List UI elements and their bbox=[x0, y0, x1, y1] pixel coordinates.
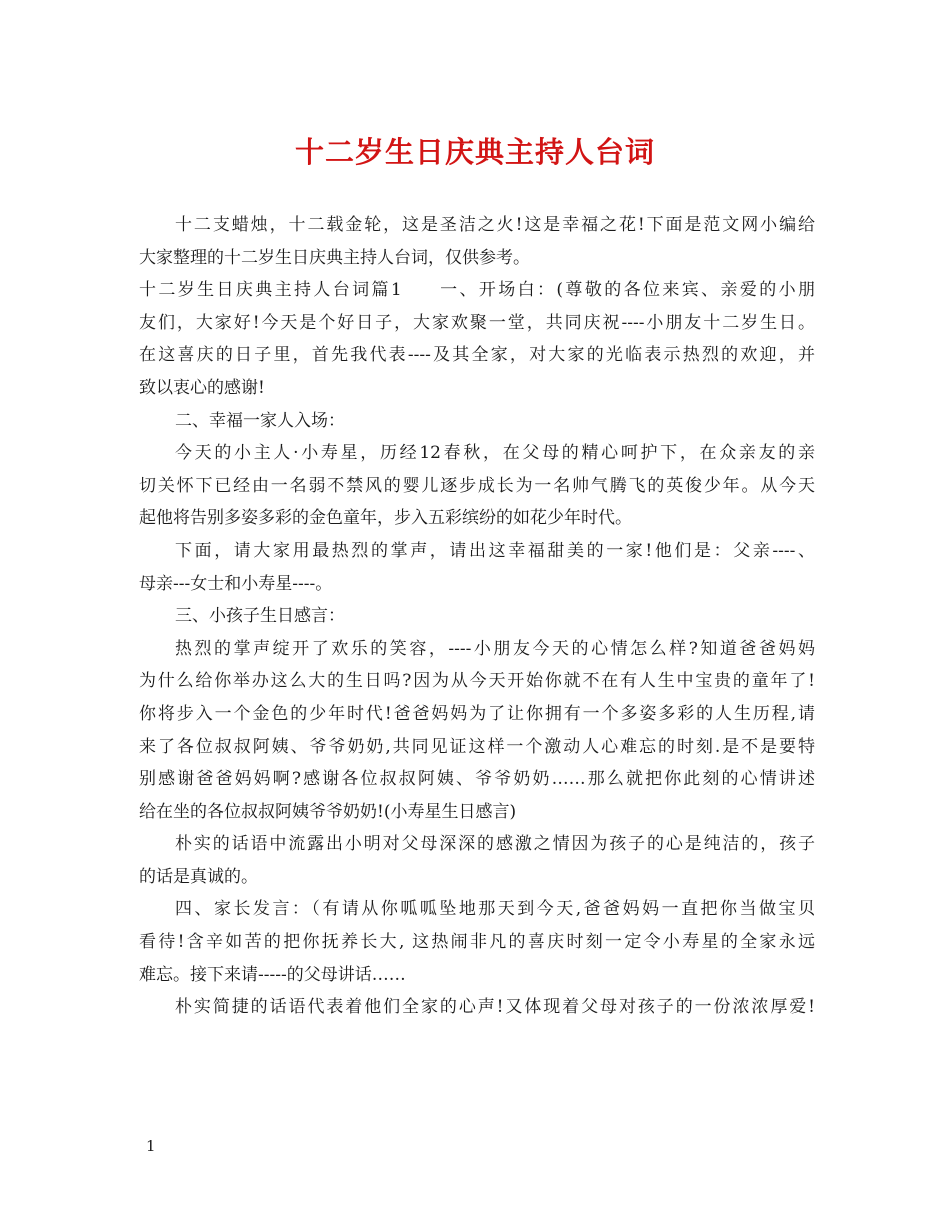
text-line: 的话是真诚的。 bbox=[139, 866, 258, 887]
text-line: 给在坐的各位叔叔阿姨爷爷奶奶!(小寿星生日感言) bbox=[139, 801, 517, 822]
text-line: 来了各位叔叔阿姨、爷爷奶奶,共同见证这样一个激动人心难忘的时刻.是不是要特 bbox=[139, 736, 815, 757]
text-line: 朴实简捷的话语代表着他们全家的心声!又体现着父母对孩子的一份浓浓厚爱! bbox=[175, 997, 815, 1018]
text-line: 朴实的话语中流露出小明对父母深深的感激之情因为孩子的心是纯洁的，孩子 bbox=[175, 834, 815, 855]
text-line: 今天的小主人·小寿星，历经12春秋，在父母的精心呵护下，在众亲友的亲 bbox=[175, 443, 815, 464]
text-line: 切关怀下已经由一名弱不禁风的婴儿逐步成长为一名帅气腾飞的英俊少年。从今天 bbox=[139, 475, 815, 496]
text-line: 看待!含辛如苦的把你抚养长大, 这热闹非凡的喜庆时刻一定令小寿星的全家永远 bbox=[139, 932, 815, 953]
text-line: 为什么给你举办这么大的生日吗?因为从今天开始你就不在有人生中宝贵的童年了! bbox=[139, 671, 815, 692]
text-segment: 十二岁生日庆典主持人台词篇1 bbox=[139, 280, 402, 301]
text-line: 四、家长发言：（有请从你呱呱坠地那天到今天,爸爸妈妈一直把你当做宝贝 bbox=[175, 899, 815, 920]
document-body bbox=[139, 209, 815, 1024]
text-line: 大家整理的十二岁生日庆典主持人台词，仅供参考。 bbox=[139, 247, 530, 268]
text-line bbox=[139, 274, 815, 307]
text-segment: 一、开场白：(尊敬的各位来宾、亲爱的小朋 bbox=[437, 280, 815, 301]
text-line: 二、幸福一家人入场： bbox=[175, 410, 345, 431]
text-line: 下面，请大家用最热烈的掌声，请出这幸福甜美的一家!他们是：父亲----、 bbox=[175, 540, 815, 561]
text-line: 别感谢爸爸妈妈啊?感谢各位叔叔阿姨、爷爷奶奶……那么就把你此刻的心情讲述 bbox=[139, 769, 815, 790]
text-line: 十二支蜡烛，十二载金轮，这是圣洁之火!这是幸福之花!下面是范文网小编给 bbox=[175, 215, 815, 235]
document-title: 十二岁生日庆典主持人台词 bbox=[294, 135, 655, 169]
text-line: 热烈的掌声绽开了欢乐的笑容，----小朋友今天的心情怎么样?知道爸爸妈妈 bbox=[175, 638, 815, 659]
text-line: 三、小孩子生日感言： bbox=[175, 606, 345, 627]
text-line: 你将步入一个金色的少年时代!爸爸妈妈为了让你拥有一个多姿多彩的人生历程,请 bbox=[139, 703, 815, 724]
text-line: 在这喜庆的日子里，首先我代表----及其全家，对大家的光临表示热烈的欢迎，并 bbox=[139, 345, 815, 366]
text-line: 致以衷心的感谢! bbox=[139, 377, 265, 398]
text-line: 起他将告别多姿多彩的金色童年，步入五彩缤纷的如花少年时代。 bbox=[139, 508, 632, 529]
text-line: 母亲---女士和小寿星----。 bbox=[139, 573, 333, 594]
text-line: 友们，大家好!今天是个好日子，大家欢聚一堂，共同庆祝----小朋友十二岁生日。 bbox=[139, 312, 815, 333]
text-line: 难忘。接下来请-----的父母讲话…… bbox=[139, 964, 406, 985]
page-number: 1 bbox=[146, 1137, 156, 1155]
